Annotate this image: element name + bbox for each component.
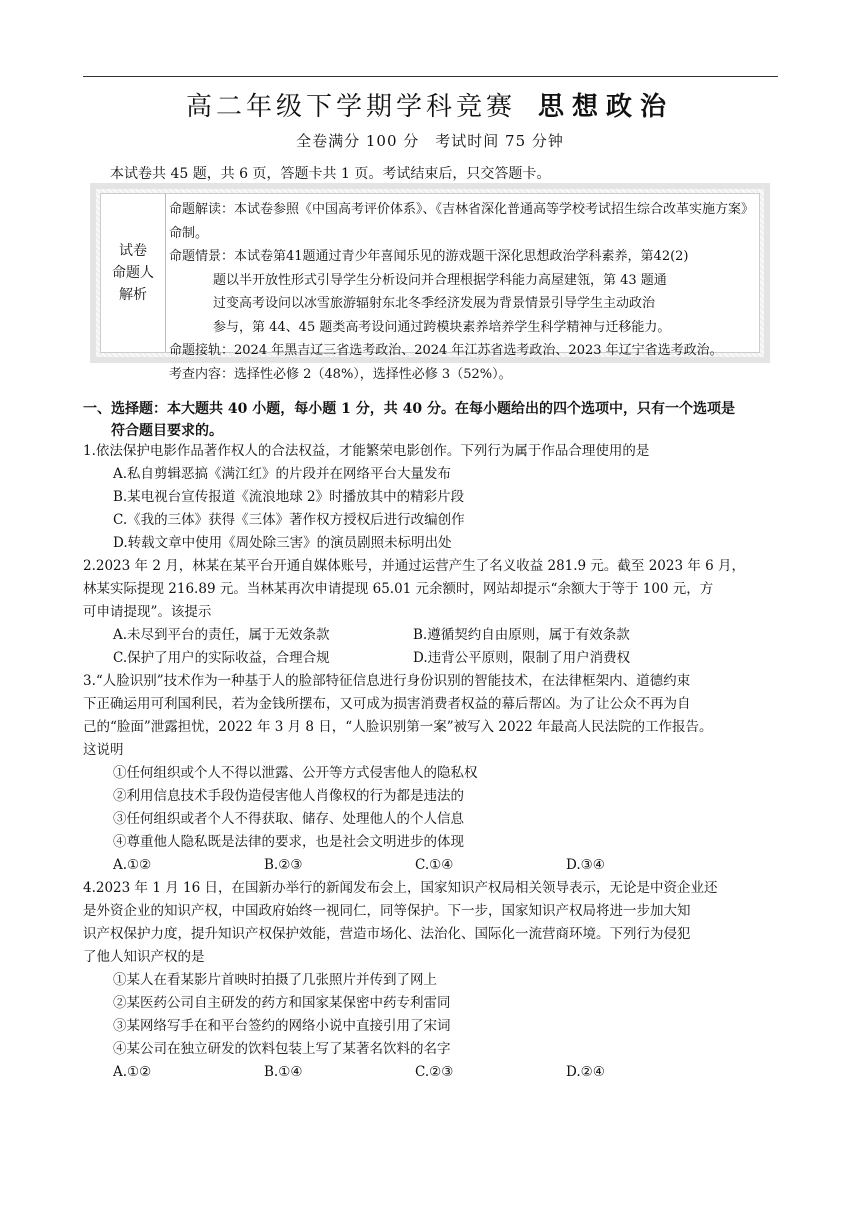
option-row bbox=[83, 647, 778, 670]
subject-title: 思想政治 bbox=[538, 92, 675, 122]
statement-1: ①任何组织或个人不得以泄露、公开等方式侵害他人的隐私权 bbox=[113, 765, 478, 781]
top-rule bbox=[83, 76, 778, 77]
side-label-line: 解析 bbox=[119, 287, 147, 303]
statement-2: ②某医药公司自主研发的药方和国家某保密中药专利雷同 bbox=[113, 995, 451, 1011]
side-label-line: 试卷 bbox=[119, 243, 147, 259]
question-stem: 了他人知识产权的是 bbox=[83, 949, 205, 965]
analysis-line: 命题情景：本试卷第41题通过青少年喜闻乐见的游戏题干深化思想政治学科素养，第42(2) bbox=[169, 249, 689, 264]
exam-title: 高二年级下学期学科竞赛 bbox=[185, 92, 516, 122]
question-stem: 己的“脸面”泄露担忧，2022 年 3 月 8 日，“人脸识别第一案”被写入 2022 年最高人民法院的工作报告。 bbox=[83, 719, 713, 735]
option-b: B.①④ bbox=[264, 1064, 303, 1080]
option-b: B.某电视台宣传报道《流浪地球 2》时播放其中的精彩片段 bbox=[113, 489, 465, 505]
option-row bbox=[83, 624, 778, 647]
question-4 bbox=[83, 877, 778, 1084]
option-c: C.保护了用户的实际收益，合理合规 bbox=[113, 650, 330, 666]
option-a: A.私自剪辑恶搞《满江红》的片段并在网络平台大量发布 bbox=[113, 466, 452, 482]
question-list bbox=[83, 440, 778, 1084]
question-stem: 下正确运用可利国利民，若为金钱所摆布，又可成为损害消费者权益的幕后帮凶。为了让公众不再为自 bbox=[83, 696, 691, 712]
analysis-body bbox=[169, 198, 753, 386]
question-stem: 这说明 bbox=[83, 742, 124, 758]
option-a: A.①② bbox=[113, 1064, 152, 1080]
exam-intro: 本试卷共 45 题，共 6 页，答题卡共 1 页。考试结束后，只交答题卡。 bbox=[110, 166, 551, 182]
question-stem: 是外资企业的知识产权，中国政府始终一视同仁，同等保护。下一步，国家知识产权局将进一步加大知 bbox=[83, 903, 691, 919]
option-d: D.转载文章中使用《周处除三害》的演员剧照未标明出处 bbox=[113, 535, 452, 551]
statement-2: ②利用信息技术手段伪造侵害他人肖像权的行为都是违法的 bbox=[113, 788, 464, 804]
question-stem: 可申请提现”。该提示 bbox=[83, 604, 212, 620]
option-c: C.①④ bbox=[415, 857, 454, 873]
analysis-line: 题以半开放性形式引导学生分析设问并合理根据学科能力高屋建瓴，第 43 题通 bbox=[213, 272, 667, 288]
question-3 bbox=[83, 670, 778, 877]
section-heading bbox=[83, 398, 783, 442]
option-a: A.未尽到平台的责任，属于无效条款 bbox=[113, 627, 330, 643]
statement-1: ①某人在看某影片首映时拍摄了几张照片并传到了网上 bbox=[113, 972, 437, 988]
analysis-line: 参与，第 44、45 题类高考设问通过跨模块素养培养学生科学精神与迁移能力。 bbox=[213, 319, 671, 335]
statement-3: ③任何组织或者个人不得获取、储存、处理他人的个人信息 bbox=[113, 811, 464, 827]
question-stem: 林某实际提现 216.89 元。当林某再次申请提现 65.01 元余额时，网站却提示“余额大于等于 100 元，方 bbox=[83, 581, 714, 597]
analysis-line: 命题解读：本试卷参照《中国高考评价体系》、《吉林省深化普通高等学校考试招生综合改革实施方案》命制。 bbox=[169, 202, 748, 241]
statement-4: ④尊重他人隐私既是法律的要求，也是社会文明进步的体现 bbox=[113, 834, 464, 850]
option-d: D.违背公平原则，限制了用户消费权 bbox=[413, 650, 631, 666]
question-stem: 4.2023 年 1 月 16 日，在国新办举行的新闻发布会上，国家知识产权局相关领导表示，无论是中资企业还 bbox=[83, 880, 718, 896]
analysis-box-inner bbox=[100, 193, 760, 382]
option-c: C.《我的三体》获得《三体》著作权方授权后进行改编创作 bbox=[113, 512, 465, 528]
question-stem: 1.依法保护电影作品著作权人的合法权益，才能繁荣电影创作。下列行为属于作品合理使用的是 bbox=[83, 443, 650, 459]
section-line: 一、选择题：本大题共 40 小题，每小题 1 分，共 40 分。在每小题给出的四个选项中，只有一个选项是 bbox=[83, 401, 735, 417]
analysis-line: 命题接轨：2024 年黑吉辽三省选考政治、2024 年江苏省选考政治、2023 年辽宁省选考政治。 bbox=[169, 343, 723, 358]
option-row bbox=[83, 1061, 778, 1084]
question-1 bbox=[83, 440, 778, 555]
page-title bbox=[0, 86, 860, 123]
exam-subtitle: 全卷满分 100 分 考试时间 75 分钟 bbox=[296, 132, 564, 150]
section-line: 符合题目要求的。 bbox=[111, 423, 223, 439]
analysis-box bbox=[90, 183, 770, 382]
question-2 bbox=[83, 555, 778, 670]
option-c: C.②③ bbox=[415, 1064, 454, 1080]
statement-3: ③某网络写手在和平台签约的网络小说中直接引用了宋词 bbox=[113, 1018, 451, 1034]
analysis-line: 考查内容：选择性必修 2（48%），选择性必修 3（52%）。 bbox=[169, 366, 512, 382]
side-label-line: 命题人 bbox=[112, 265, 154, 281]
question-stem: 2.2023 年 2 月，林某在某平台开通自媒体账号，并通过运营产生了名义收益 281.9 元。截至 2023 年 6 月， bbox=[83, 558, 746, 574]
statement-4: ④某公司在独立研发的饮料包装上写了某著名饮料的名字 bbox=[113, 1041, 451, 1057]
option-d: D.③④ bbox=[566, 857, 605, 873]
analysis-line: 过变高考设问以冰雪旅游辐射东北冬季经济发展为背景情景引导学生主动政治 bbox=[213, 296, 656, 311]
option-b: B.②③ bbox=[264, 857, 303, 873]
option-d: D.②④ bbox=[566, 1064, 605, 1080]
question-stem: 识产权保护力度，提升知识产权保护效能，营造市场化、法治化、国际化一流营商环境。下列行为侵犯 bbox=[83, 926, 691, 942]
question-stem: 3.“人脸识别”技术作为一种基于人的脸部特征信息进行身份识别的智能技术，在法律框架内、道德约束 bbox=[83, 673, 691, 689]
option-a: A.①② bbox=[113, 857, 152, 873]
option-row bbox=[83, 854, 778, 877]
analysis-side-label bbox=[101, 194, 166, 352]
option-b: B.遵循契约自由原则，属于有效条款 bbox=[413, 627, 630, 643]
